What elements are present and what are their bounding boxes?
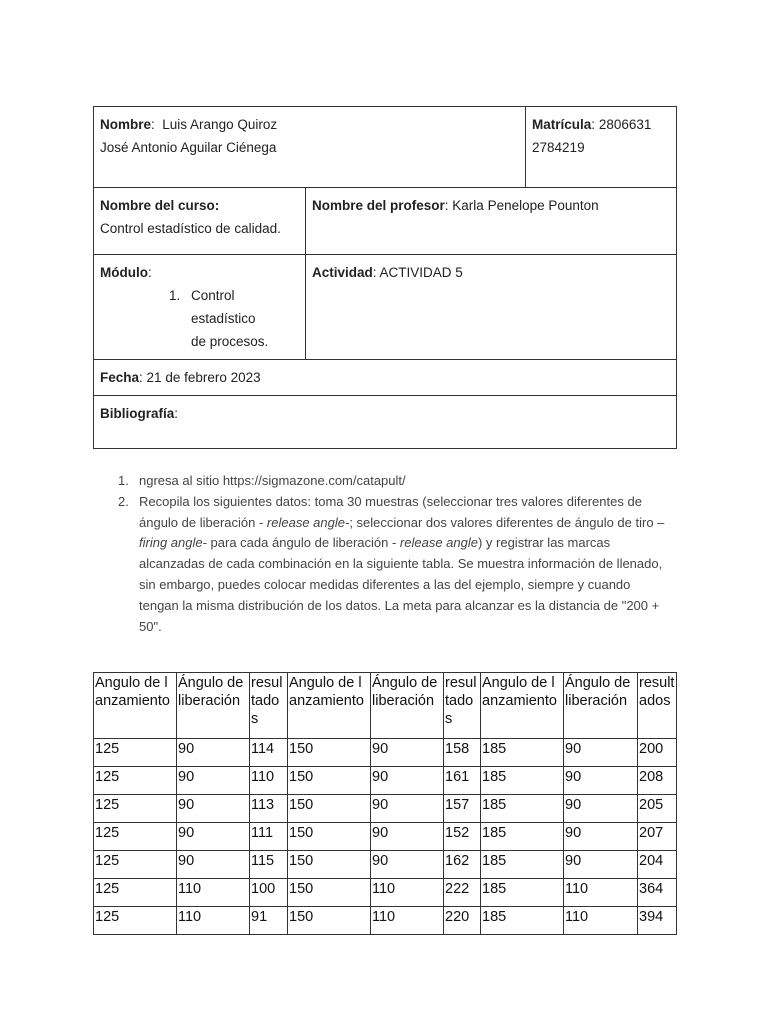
table-cell: 150 [288, 767, 371, 795]
table-cell: 205 [638, 795, 677, 823]
table-cell: 150 [288, 907, 371, 935]
table-cell: 100 [250, 879, 288, 907]
table-cell: 115 [250, 851, 288, 879]
instruction-text-1: ngresa al sitio https://sigmazone.com/catapult/ [139, 473, 406, 488]
table-row [94, 739, 677, 767]
table-cell: 90 [564, 739, 638, 767]
column-header: Angulo de lanzamiento [481, 673, 564, 739]
matricula-2: 2784219 [532, 140, 585, 155]
actividad-label: Actividad [312, 265, 373, 280]
table-cell: 207 [638, 823, 677, 851]
table-cell: 90 [177, 795, 250, 823]
table-cell: 110 [371, 907, 444, 935]
table-cell: 185 [481, 907, 564, 935]
table-row [94, 823, 677, 851]
table-cell: 90 [564, 767, 638, 795]
modulo-line-2: de procesos. [191, 334, 269, 349]
table-cell: 158 [444, 739, 481, 767]
modulo-list [100, 284, 299, 353]
table-cell: 162 [444, 851, 481, 879]
catapult-data-table [93, 672, 677, 935]
table-cell: 204 [638, 851, 677, 879]
table-cell: 185 [481, 879, 564, 907]
table-cell: 185 [481, 851, 564, 879]
table-cell: 185 [481, 739, 564, 767]
table-cell: 110 [177, 879, 250, 907]
info-table [93, 106, 677, 449]
table-cell: 113 [250, 795, 288, 823]
table-header-row [94, 673, 677, 739]
column-header: Angulo de lanzamiento [288, 673, 371, 739]
modulo-line-1: Control estadístico [191, 288, 256, 326]
table-cell: 90 [177, 739, 250, 767]
table-cell: 110 [250, 767, 288, 795]
table-cell: 111 [250, 823, 288, 851]
table-cell: 125 [94, 879, 177, 907]
table-cell: 110 [564, 907, 638, 935]
modulo-item-number: 1. [169, 288, 181, 303]
table-cell: 364 [638, 879, 677, 907]
table-cell: 90 [177, 851, 250, 879]
table-body [94, 739, 677, 935]
curso-label: Nombre del curso: [100, 198, 220, 213]
table-cell: 90 [371, 739, 444, 767]
table-cell: 222 [444, 879, 481, 907]
matricula-label: Matrícula [532, 117, 592, 132]
column-header: resultados [250, 673, 288, 739]
bibliografia-label: Bibliografía [100, 406, 175, 421]
table-cell: 90 [564, 823, 638, 851]
table-cell: 90 [564, 795, 638, 823]
column-header: resultados [444, 673, 481, 739]
table-cell: 110 [371, 879, 444, 907]
table-row [94, 907, 677, 935]
table-cell: 152 [444, 823, 481, 851]
profesor-cell: Nombre del profesor: Karla Penelope Pounton [306, 188, 677, 255]
table-cell: 125 [94, 851, 177, 879]
nombre-2: José Antonio Aguilar Ciénega [100, 140, 277, 155]
nombre-1: Luis Arango Quiroz [162, 117, 278, 132]
table-row [94, 851, 677, 879]
table-cell: 90 [371, 795, 444, 823]
modulo-item [169, 284, 299, 353]
table-cell: 110 [177, 907, 250, 935]
table-cell: 161 [444, 767, 481, 795]
instruction-item-2 [118, 492, 670, 638]
column-header: resultados [638, 673, 677, 739]
bibliografia-cell: Bibliografía: [94, 396, 677, 449]
fecha-label: Fecha [100, 370, 140, 385]
table-cell: 150 [288, 879, 371, 907]
table-cell: 394 [638, 907, 677, 935]
modulo-cell: Módulo: 1. Control estadístico de procesos. [94, 255, 306, 360]
table-cell: 125 [94, 767, 177, 795]
table-cell: 91 [250, 907, 288, 935]
curso-cell [94, 188, 306, 255]
curso-value: Control estadístico de calidad. [100, 221, 281, 236]
table-row [94, 879, 677, 907]
table-cell: 150 [288, 851, 371, 879]
actividad-cell: Actividad: ACTIVIDAD 5 [306, 255, 677, 360]
instruction-item-1 [118, 471, 670, 492]
column-header: Ángulo de liberación [177, 673, 250, 739]
instruction-number-1: 1. [118, 473, 129, 488]
table-cell: 208 [638, 767, 677, 795]
table-cell: 125 [94, 739, 177, 767]
table-cell: 150 [288, 823, 371, 851]
table-row [94, 767, 677, 795]
table-cell: 150 [288, 795, 371, 823]
table-cell: 90 [177, 823, 250, 851]
table-cell: 150 [288, 739, 371, 767]
table-cell: 185 [481, 823, 564, 851]
table-cell: 220 [444, 907, 481, 935]
nombre-label: Nombre [100, 117, 152, 132]
table-cell: 110 [564, 879, 638, 907]
matricula-cell: Matrícula: 2806631 2784219 [526, 107, 677, 188]
table-row [94, 795, 677, 823]
instruction-number-2: 2. [118, 493, 129, 509]
instruction-text-2: Recopila los siguientes datos: toma 30 muestras (seleccionar tres valores diferentes de ángulo de liberación - release angle-; seleccionar dos valores diferentes de ángulo de tiro – firing angle- para cada ángulo de liberación - release angle) y registrar las marcas alcanzadas de cada combinación en la siguiente tabla. Se muestra información de llenado, sin embargo, puedes colocar medidas diferentes a las del ejemplo, siempre y cuando tengan la misma distribución de los datos. La meta para alcanzar es la distancia de "200 + 50". [139, 493, 665, 634]
profesor-value: Karla Penelope Pounton [452, 198, 599, 213]
table-cell: 114 [250, 739, 288, 767]
table-cell: 90 [371, 851, 444, 879]
table-cell: 90 [564, 851, 638, 879]
column-header: Ángulo de liberación [371, 673, 444, 739]
table-cell: 90 [371, 823, 444, 851]
table-cell: 185 [481, 795, 564, 823]
column-header: Ángulo de liberación [564, 673, 638, 739]
table-cell: 125 [94, 823, 177, 851]
column-header: Angulo de lanzamiento [94, 673, 177, 739]
nombre-cell: Nombre: Luis Arango Quiroz José Antonio Aguilar Ciénega [94, 107, 526, 188]
table-cell: 90 [371, 767, 444, 795]
table-cell: 125 [94, 795, 177, 823]
instructions-list [118, 471, 670, 637]
fecha-value: 21 de febrero 2023 [146, 370, 261, 385]
table-cell: 90 [177, 767, 250, 795]
modulo-label: Módulo [100, 265, 148, 280]
table-cell: 125 [94, 907, 177, 935]
actividad-value: ACTIVIDAD 5 [379, 265, 463, 280]
table-cell: 157 [444, 795, 481, 823]
profesor-label: Nombre del profesor [312, 198, 445, 213]
fecha-cell: Fecha: 21 de febrero 2023 [94, 360, 677, 396]
matricula-1: 2806631 [598, 117, 652, 132]
table-cell: 200 [638, 739, 677, 767]
table-cell: 185 [481, 767, 564, 795]
